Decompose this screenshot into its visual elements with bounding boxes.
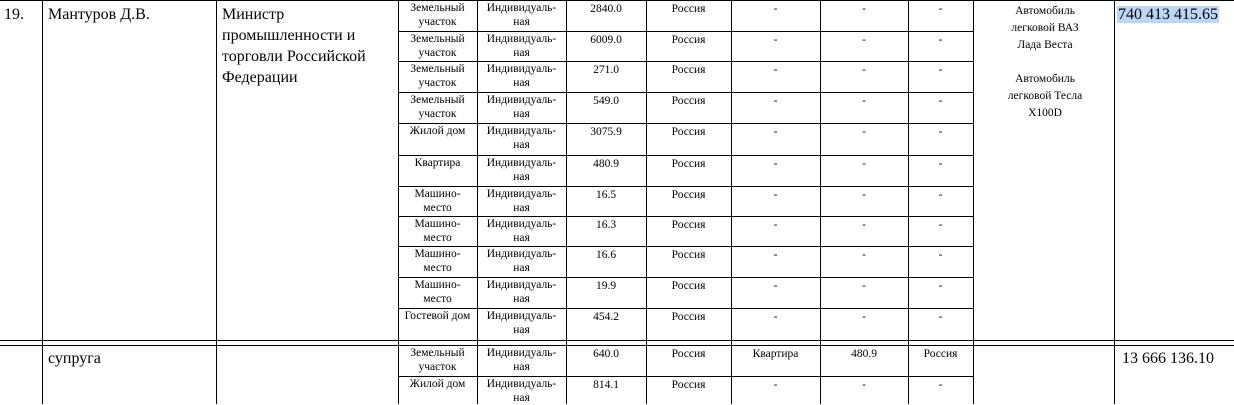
ownership-type: Индивидуаль- (486, 310, 557, 322)
use-property-area: - (862, 158, 866, 170)
property-type: участок (418, 77, 457, 89)
use-property-country: - (938, 126, 943, 138)
ownership-type: Индивидуаль- (486, 248, 557, 260)
ownership-type: Индивидуаль- (486, 94, 557, 106)
property-country: Россия (671, 189, 706, 201)
use-property-type: - (773, 219, 778, 231)
property-type: Земельный (410, 347, 465, 359)
property-type: место (423, 232, 452, 244)
use-property-area: - (862, 34, 866, 46)
use-property-area: - (862, 280, 866, 292)
income-highlight: 740 413 415.65 (1118, 6, 1218, 23)
use-property-area: - (862, 189, 866, 201)
vehicle-line: X100D (1028, 107, 1062, 119)
position-line: промышленности и (222, 27, 356, 44)
property-country: Россия (671, 3, 706, 15)
use-property-type: - (773, 280, 778, 292)
property-type: участок (418, 108, 457, 120)
property-area: 814.1 (593, 379, 619, 391)
use-property-type: - (773, 95, 778, 107)
ownership-type: Индивидуаль- (486, 188, 557, 200)
property-area: 271.0 (593, 64, 619, 76)
use-property-type: - (773, 249, 778, 261)
use-property-area: - (862, 95, 866, 107)
vehicle-line: Лада Веста (1017, 39, 1073, 51)
property-type: Машино- (414, 218, 461, 230)
use-property-country: - (938, 158, 943, 170)
ownership-type: Индивидуаль- (486, 347, 557, 359)
property-area: 16.3 (595, 219, 617, 231)
income-value (1117, 6, 1219, 23)
ownership-type: Индивидуаль- (486, 63, 557, 75)
property-country: Россия (671, 311, 706, 323)
use-property-type: Квартира (752, 348, 799, 360)
property-country: Россия (671, 219, 706, 231)
property-type: место (423, 262, 452, 274)
use-property-area: - (862, 249, 866, 261)
property-type: Квартира (414, 157, 461, 169)
ownership-type: Индивидуаль- (486, 218, 557, 230)
table-rule-vertical (42, 0, 43, 404)
table-rule-vertical (1114, 0, 1115, 404)
use-property-area: 480.9 (851, 348, 877, 360)
use-property-type: - (773, 126, 778, 138)
use-property-country: - (938, 280, 943, 292)
property-type: место (423, 202, 452, 214)
use-property-area: - (862, 219, 866, 231)
position-line: Федерации (222, 69, 298, 86)
ownership-type: Индивидуаль- (486, 157, 557, 169)
property-country: Россия (671, 64, 706, 76)
property-type: участок (418, 361, 457, 373)
ownership-type: ная (513, 324, 530, 336)
ownership-type: ная (513, 16, 530, 28)
ownership-type: ная (513, 77, 530, 89)
property-area: 640.0 (593, 348, 619, 360)
use-property-area: - (862, 64, 866, 76)
ownership-type: ная (513, 293, 530, 305)
use-property-type: - (773, 379, 778, 391)
ownership-type: Индивидуаль- (486, 2, 557, 14)
use-property-type: - (773, 311, 778, 323)
ownership-type: Индивидуаль- (486, 125, 557, 137)
property-type: Машино- (414, 279, 461, 291)
table-rule-horizontal (0, 0, 1234, 1)
ownership-type: ная (513, 139, 530, 151)
use-property-area: - (862, 126, 866, 138)
use-property-type: - (773, 3, 778, 15)
property-area: 480.9 (593, 158, 619, 170)
ownership-type: Индивидуаль- (486, 378, 557, 390)
use-property-country: - (938, 95, 943, 107)
use-property-country: - (938, 189, 943, 201)
table-rule-horizontal (0, 345, 1234, 346)
use-property-area: - (862, 3, 866, 15)
property-country: Россия (671, 158, 706, 170)
spouse-income: 13 666 136.10 (1122, 350, 1214, 367)
use-property-area: - (862, 311, 866, 323)
use-property-country: - (938, 249, 943, 261)
use-property-type: - (773, 34, 778, 46)
property-type: Машино- (414, 188, 461, 200)
property-type: Гостевой дом (404, 310, 471, 322)
property-area: 454.2 (593, 311, 619, 323)
ownership-type: ная (513, 108, 530, 120)
ownership-type: ная (513, 47, 530, 59)
property-type: Жилой дом (409, 125, 466, 137)
property-type: Земельный (410, 63, 465, 75)
use-property-country: - (938, 3, 943, 15)
vehicle-line: Автомобиль (1015, 5, 1075, 17)
property-country: Россия (671, 126, 706, 138)
use-property-type: - (773, 189, 778, 201)
position-line: торговли Российской (222, 48, 366, 65)
ownership-type: ная (513, 232, 530, 244)
ownership-type: ная (513, 202, 530, 214)
use-property-country: - (938, 219, 943, 231)
property-type: участок (418, 47, 457, 59)
ownership-type: ная (513, 361, 530, 373)
property-type: Земельный (410, 94, 465, 106)
property-country: Россия (671, 280, 706, 292)
property-area: 16.5 (595, 189, 617, 201)
ownership-type: ная (513, 171, 530, 183)
position-line: Министр (222, 6, 285, 23)
person-name: Мантуров Д.В. (48, 6, 150, 23)
property-area: 549.0 (593, 95, 619, 107)
use-property-country: - (938, 379, 943, 391)
property-area: 19.9 (595, 280, 617, 292)
ownership-type: Индивидуаль- (486, 33, 557, 45)
use-property-country: - (938, 64, 943, 76)
use-property-type: - (773, 64, 778, 76)
vehicle-line: легковой Тесла (1007, 90, 1083, 102)
use-property-country: - (938, 34, 943, 46)
use-property-country: - (938, 311, 943, 323)
use-property-country: Россия (923, 348, 958, 360)
property-type: Земельный (410, 33, 465, 45)
property-area: 16.6 (595, 249, 617, 261)
row-number: 19. (4, 6, 24, 23)
property-type: Земельный (410, 2, 465, 14)
property-country: Россия (671, 34, 706, 46)
property-type: участок (418, 16, 457, 28)
property-type: место (423, 293, 452, 305)
property-country: Россия (671, 379, 706, 391)
table-rule-vertical (216, 0, 217, 404)
property-area: 3075.9 (590, 126, 622, 138)
table-rule-horizontal (0, 340, 1234, 341)
ownership-type: Индивидуаль- (486, 279, 557, 291)
table-rule-vertical (973, 0, 974, 404)
ownership-type: ная (513, 392, 530, 404)
vehicle-line: легковой ВАЗ (1011, 22, 1079, 34)
use-property-area: - (862, 379, 866, 391)
property-area: 2840.0 (590, 3, 622, 15)
property-country: Россия (671, 95, 706, 107)
spouse-label: супруга (48, 350, 101, 367)
ownership-type: ная (513, 262, 530, 274)
property-country: Россия (671, 348, 706, 360)
property-area: 6009.0 (590, 34, 622, 46)
use-property-type: - (773, 158, 778, 170)
vehicle-line: Автомобиль (1015, 73, 1075, 85)
property-type: Жилой дом (409, 378, 466, 390)
property-type: Машино- (414, 248, 461, 260)
property-country: Россия (671, 249, 706, 261)
